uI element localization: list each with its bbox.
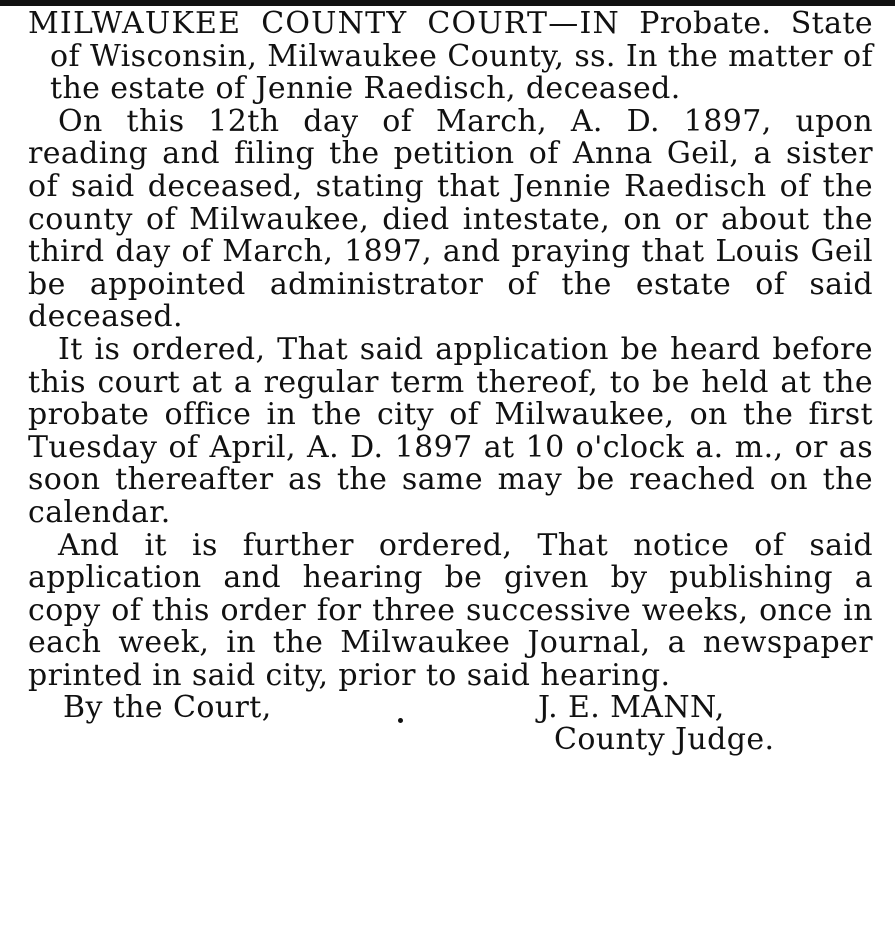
- notice-paragraph-order: It is ordered, That said application be heard before this court at a regular term thereof, to be held at the probate office in the city of Milwaukee, on the first Tuesday of April, A. D. 1897 at 10 o'clock a. m., or as soon thereafter as the same may be reached on the calendar.: [28, 331, 873, 530]
- signature-block: [28, 692, 873, 762]
- legal-notice: [28, 8, 873, 762]
- notice-heading: MILWAUKEE COUNTY COURT—IN: [28, 6, 620, 41]
- ink-speck: [398, 718, 403, 723]
- judge-name: J. E. MANN,: [538, 690, 725, 726]
- notice-opening: [28, 8, 873, 106]
- judge-title: County Judge.: [554, 722, 775, 758]
- signoff-text: By the Court,: [63, 690, 272, 726]
- notice-paragraph-petition: On this 12th day of March, A. D. 1897, upon reading and filing the petition of Anna Geil, a sister of said deceased, stating that Jennie Raedisch of the county of Milwaukee, died intestate, on or about the third day of March, 1897, and praying that Louis Geil be appointed administrator of the estate of said deceased.: [28, 103, 873, 335]
- notice-paragraph-publication: And it is further ordered, That notice of said application and hearing be given by publishing a copy of this order for three successive weeks, once in each week, in the Milwaukee Journal, a newspaper printed in said city, prior to said hearing.: [28, 527, 873, 693]
- notice-intro: Probate. State of Wisconsin, Milwaukee County, ss. In the matter of the estate of Jennie Raedisch, deceased.: [50, 6, 874, 107]
